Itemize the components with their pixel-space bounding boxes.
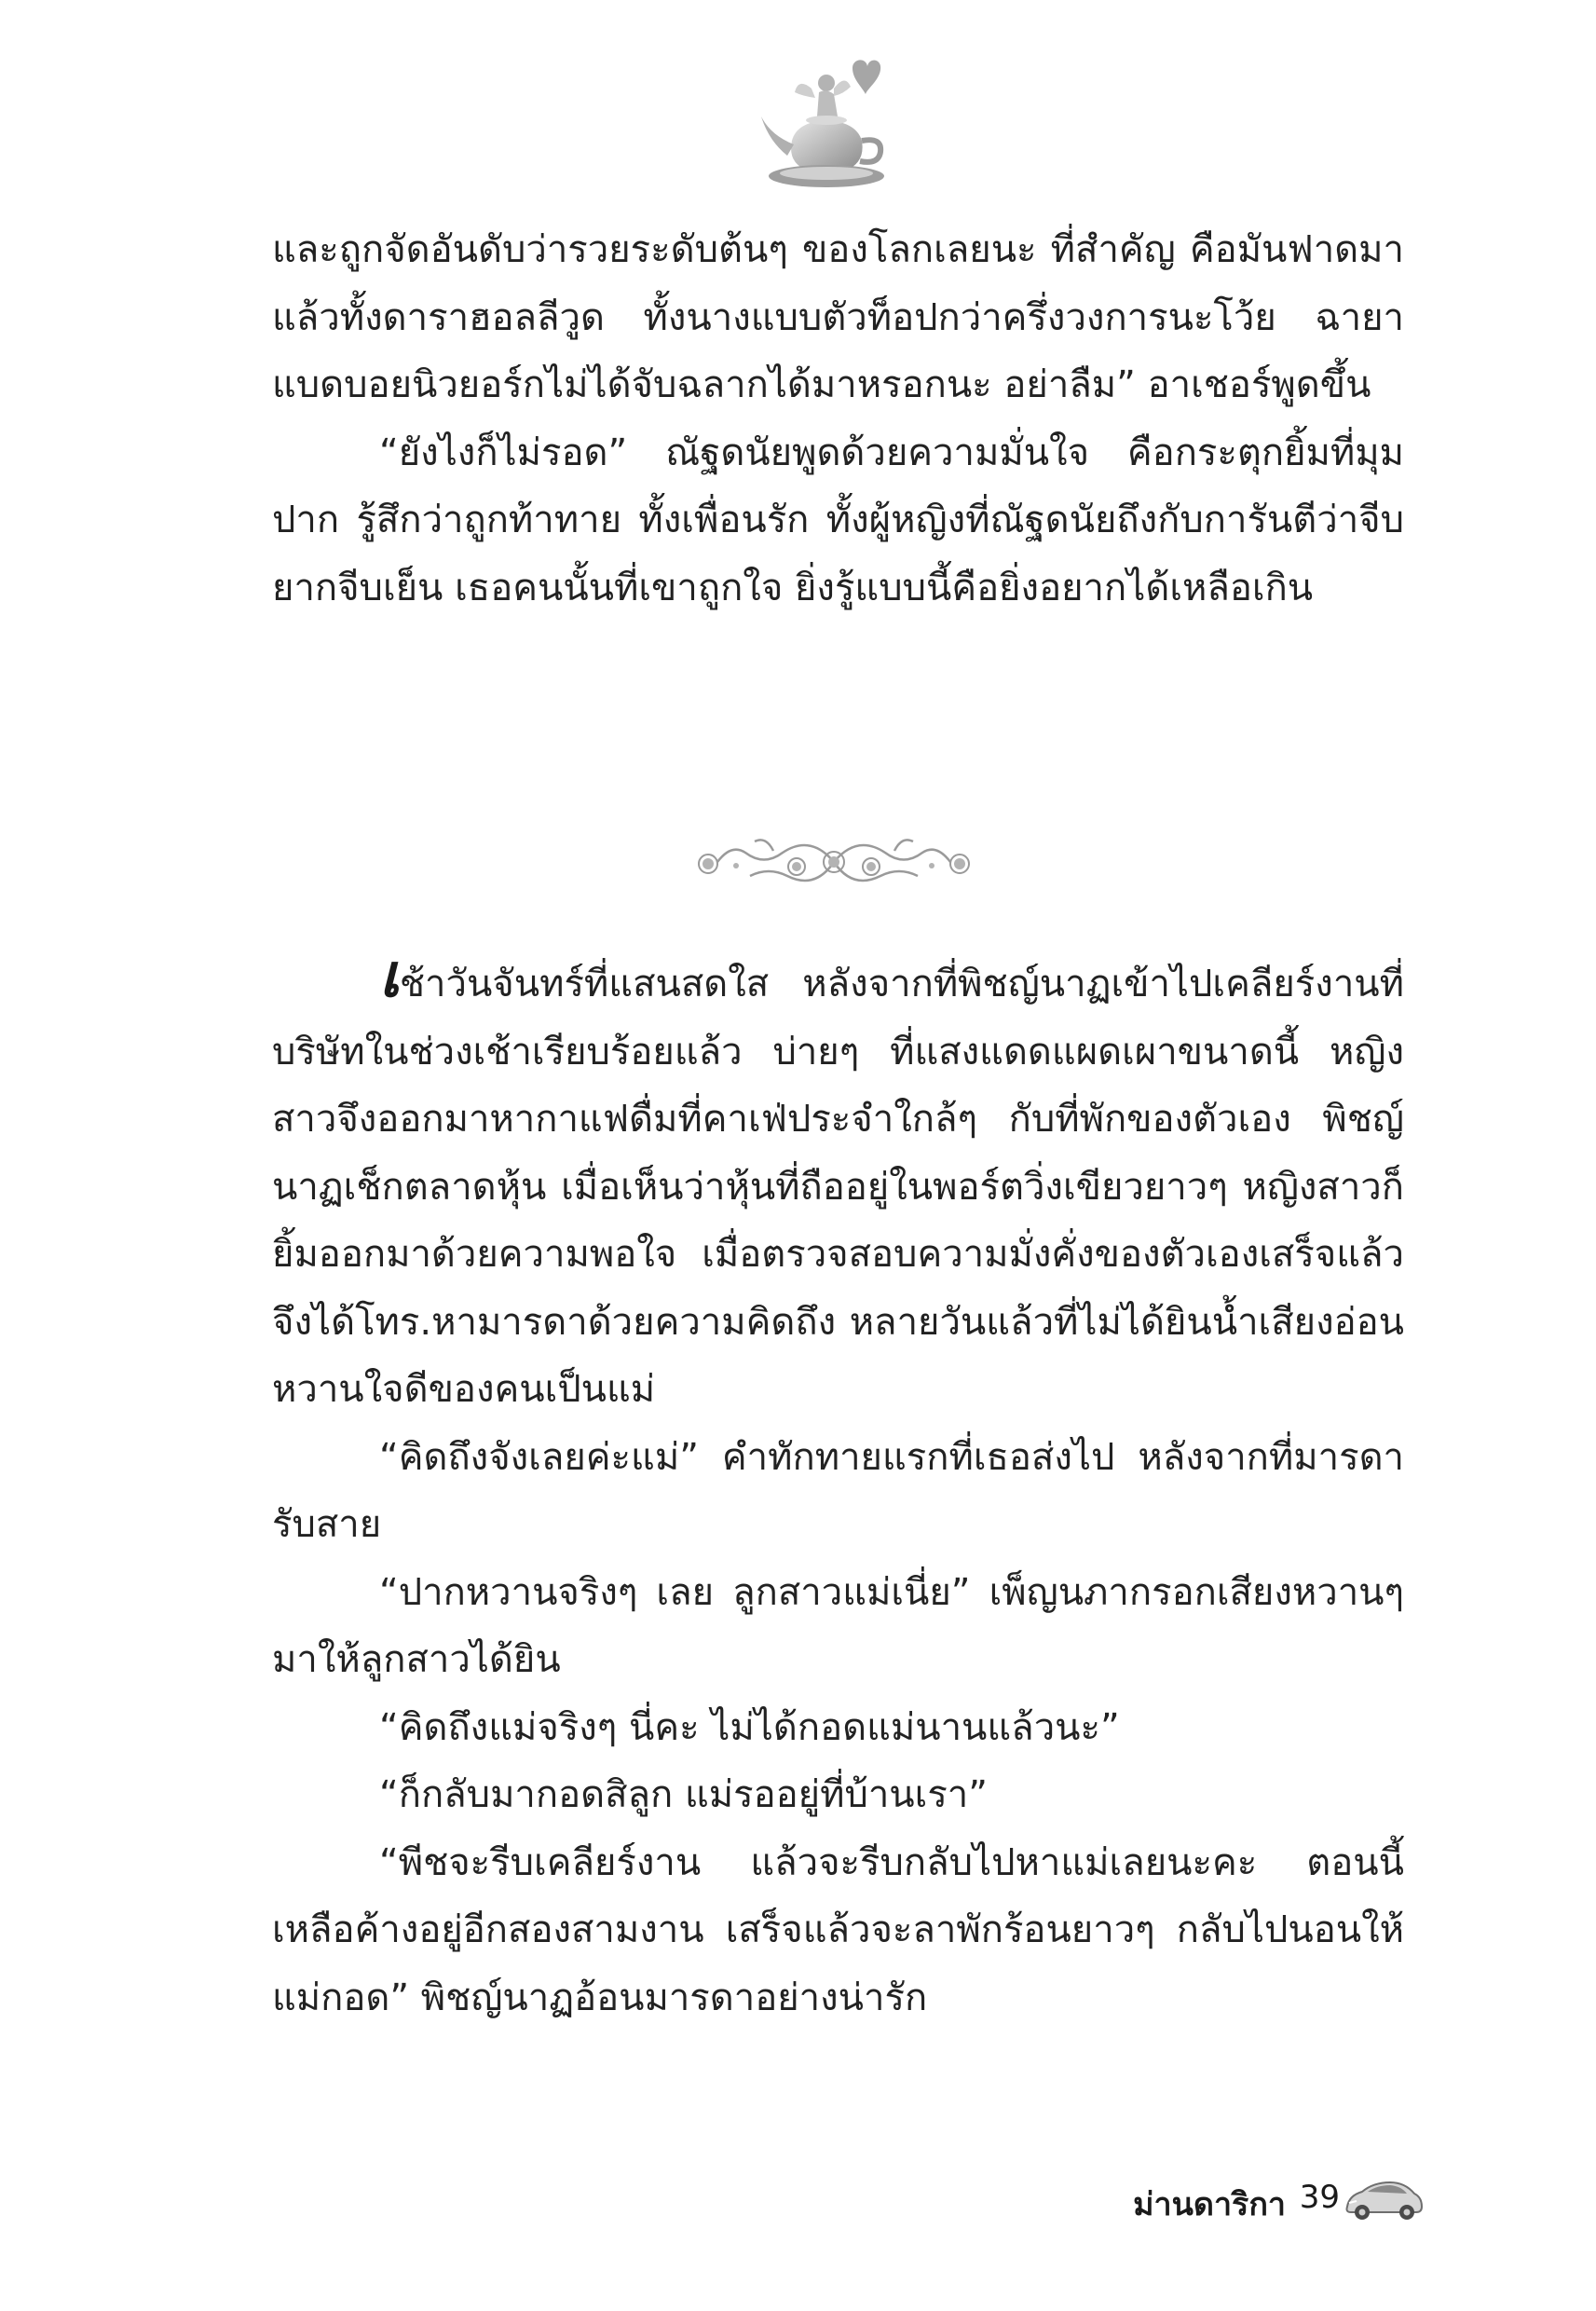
teapot-cupid-ornament-icon xyxy=(741,51,908,200)
paragraph-text: ช้าวันจันทร์ที่แสนสดใส หลังจากที่พิชญ์นาฏเข้าไปเคลียร์งานที่บริษัทในช่วงเช้าเรียบร้อยแล้ว บ่ายๆ ที่แสงแดดแผดเผาขนาดนี้ หญิงสาวจึงออกมาหากาแฟดื่มที่คาเฟ่ประจำใกล้ๆ กับที่พักของตัวเอง พิชญ์นาฏเช็กตลาดหุ้น เมื่อเห็นว่าหุ้นที่ถืออยู่ในพอร์ตวิ่งเขียวยาวๆ หญิงสาวก็ยิ้มออกมาด้วยความพอใจ เมื่อตรวจสอบความมั่งคั่งของตัวเองเสร็จแล้วจึงได้โทร.หามารดาด้วยความคิดถึง หลายวันแล้วที่ไม่ได้ยินน้ำเสียงอ่อนหวานใจดีของคนเป็นแม่ xyxy=(272,963,1404,1411)
paragraph: “ยังไงก็ไม่รอด” ณัฐดนัยพูดด้วยความมั่นใจ คือกระตุกยิ้มที่มุมปาก รู้สึกว่าถูกท้าทาย ทั้งเพื่อนรัก ทั้งผู้หญิงที่ณัฐดนัยถึงกับการันตีว่าจีบยากจีบเย็น เธอคนนั้นที่เขาถูกใจ ยิ่งรู้แบบนี้คือยิ่งอยากได้เหลือเกิน xyxy=(272,431,1404,609)
paragraph: และถูกจัดอันดับว่ารวยระดับต้นๆ ของโลกเลยนะ ที่สำคัญ คือมันฟาดมาแล้วทั้งดาราฮอลลีวูด ทั้งนางแบบตัวท็อปกว่าครึ่งวงการนะโว้ย ฉายาแบดบอยนิวยอร์กไม่ได้จับฉลากได้มาหรอกนะ อย่าลืม” อาเชอร์พูดขึ้น xyxy=(272,228,1404,406)
paragraph-with-dropcap xyxy=(272,941,1404,1424)
page-footer xyxy=(1006,2171,1425,2236)
page-number: 39 xyxy=(1299,2179,1340,2216)
book-title: ม่านดาริกา xyxy=(1133,2186,1286,2223)
paragraph: “พีชจะรีบเคลียร์งาน แล้วจะรีบกลับไปหาแม่เลยนะคะ ตอนนี้เหลือค้างอยู่อีกสองสามงาน เสร็จแล้วจะลาพักร้อนยาวๆ กลับไปนอนให้แม่กอด” พิชญ์นาฏอ้อนมารดาอย่างน่ารัก xyxy=(272,1840,1404,2019)
paragraph: “ก็กลับมากอดสิลูก แม่รออยู่ที่บ้านเรา” xyxy=(379,1773,988,1816)
text-block-bottom xyxy=(272,941,1404,2031)
paragraph: “ปากหวานจริงๆ เลย ลูกสาวแม่เนี่ย” เพ็ญนภากรอกเสียงหวานๆ มาให้ลูกสาวได้ยิน xyxy=(272,1570,1404,1681)
drop-cap: เ xyxy=(379,941,400,1011)
paragraph: “คิดถึงแม่จริงๆ นี่คะ ไม่ได้กอดแม่นานแล้วนะ” xyxy=(379,1705,1120,1749)
text-block-top xyxy=(272,216,1404,622)
floral-divider-icon xyxy=(680,825,988,899)
sports-car-icon xyxy=(1342,2171,1425,2227)
paragraph: “คิดถึงจังเลยค่ะแม่” คำทักทายแรกที่เธอส่งไป หลังจากที่มารดารับสาย xyxy=(272,1435,1404,1546)
